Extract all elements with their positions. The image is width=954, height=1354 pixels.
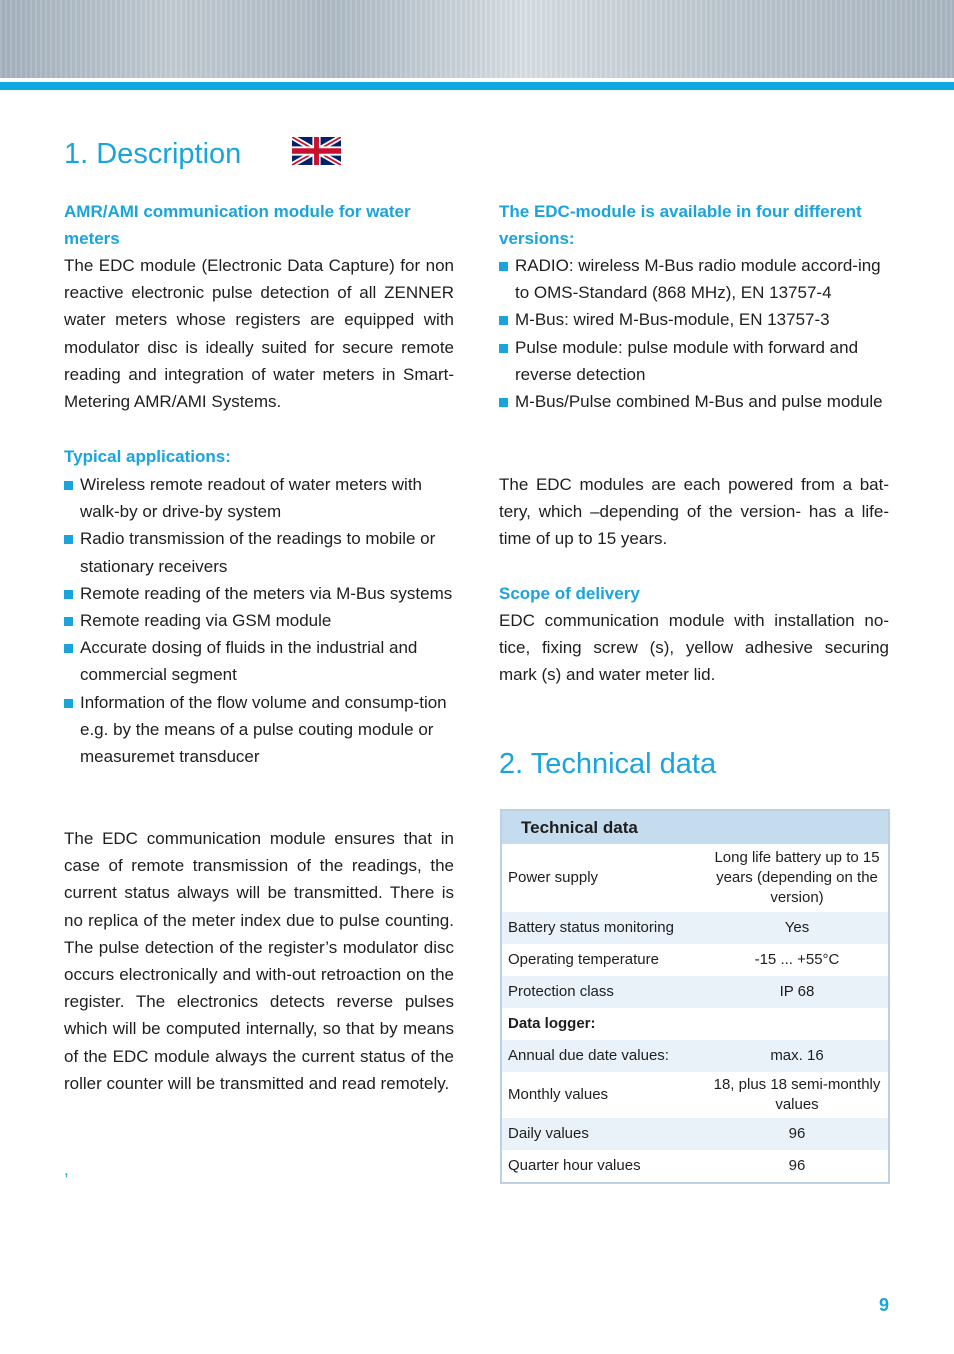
row-label: Monthly values xyxy=(508,1086,609,1103)
row-label: Data logger: xyxy=(508,1015,596,1032)
table-row xyxy=(501,1072,889,1118)
row-value xyxy=(706,1008,889,1040)
row-label: Protection class xyxy=(501,976,706,1008)
row-label: Battery status monitoring xyxy=(501,912,706,944)
versions-list xyxy=(499,252,889,415)
list-item: Wireless remote readout of water meters with walk-by or drive-by system xyxy=(64,471,454,525)
bullet-icon xyxy=(64,481,73,490)
row-value: 96 xyxy=(706,1118,889,1150)
row-label: Daily values xyxy=(501,1118,706,1150)
bullet-icon xyxy=(499,316,508,325)
table-row xyxy=(501,844,889,912)
list-item: RADIO: wireless M-Bus radio module accord-ing to OMS-Standard (868 MHz), EN 13757-4 xyxy=(499,252,889,306)
row-label: Operating temperature xyxy=(508,951,659,968)
applications-heading: Typical applications: xyxy=(64,447,231,466)
technical-data-table xyxy=(500,809,890,1184)
header-banner xyxy=(0,0,954,78)
uk-flag-icon xyxy=(292,137,341,165)
table-row xyxy=(501,976,889,1008)
list-item: M-Bus/Pulse combined M-Bus and pulse module xyxy=(499,388,889,415)
table-row xyxy=(501,1118,889,1150)
bullet-icon xyxy=(499,344,508,353)
row-value: max. 16 xyxy=(706,1040,889,1072)
table-header: Technical data xyxy=(501,810,889,844)
row-value: IP 68 xyxy=(706,976,889,1008)
list-item: Radio transmission of the readings to mobile or stationary receivers xyxy=(64,525,454,579)
row-value: -15 ... +55°C xyxy=(754,951,840,968)
row-value: 18, plus 18 semi-monthly values xyxy=(713,1076,881,1113)
list-item: Remote reading via GSM module xyxy=(64,607,454,634)
bullet-icon xyxy=(64,699,73,708)
header-accent-line xyxy=(0,82,954,90)
list-item: Pulse module: pulse module with forward and reverse detection xyxy=(499,334,889,388)
table-row xyxy=(501,912,889,944)
delivery-paragraph: EDC communication module with installation no-tice, fixing screw (s), yellow adhesive securing mark (s) and water meter lid. xyxy=(499,611,889,685)
row-label: Annual due date values: xyxy=(501,1040,706,1072)
list-item: M-Bus: wired M-Bus-module, EN 13757-3 xyxy=(499,306,889,333)
bullet-icon xyxy=(499,398,508,407)
bullet-icon xyxy=(64,590,73,599)
closing-paragraph: The EDC communication module ensures that in case of remote transmission of the readings, the current status always will be transmitted. There is no replica of the meter index due to pulse counting. The pulse detection of the register’s modulator disc occurs electronically and with-out retroaction on the register. The electronics detects reverse pulses which will be computed internally, so that by means of the EDC module always the current status of the roller counter will be transmitted and read remotely. xyxy=(64,829,454,1093)
table-row xyxy=(501,1150,889,1183)
intro-paragraph: The EDC module (Electronic Data Capture) for non reactive electronic pulse detection of all ZENNER water meters whose registers are equipped with modulator disc is ideally suited for secure remote reading and integration of water meters in Smart- Metering AMR/AMI Systems. xyxy=(64,256,454,412)
applications-list xyxy=(64,471,454,770)
list-item: Accurate dosing of fluids in the industrial and commercial segment xyxy=(64,634,454,688)
bullet-icon xyxy=(64,644,73,653)
section-title-technical-data: 2. Technical data xyxy=(499,748,717,780)
battery-paragraph: The EDC modules are each powered from a bat-tery, which –depending of the version- has a life-time of up to 15 years. xyxy=(499,475,889,549)
page-number: 9 xyxy=(878,1295,889,1315)
list-item: Information of the flow volume and consump-tion e.g. by the means of a pulse couting module or measuremet transducer xyxy=(64,689,454,771)
bullet-icon xyxy=(499,262,508,271)
row-value: Yes xyxy=(706,912,889,944)
stray-mark: , xyxy=(64,1160,69,1179)
row-value: Long life battery up to 15 years (depending on the version) xyxy=(714,849,880,906)
row-label: Quarter hour values xyxy=(508,1157,641,1174)
bullet-icon xyxy=(64,535,73,544)
row-label: Power supply xyxy=(508,869,599,886)
module-heading: AMR/AMI communication module for water meters xyxy=(64,202,411,248)
bullet-icon xyxy=(64,617,73,626)
table-row xyxy=(501,944,889,976)
row-value: 96 xyxy=(788,1157,806,1174)
section-title-description: 1. Description xyxy=(64,138,242,170)
list-item: Remote reading of the meters via M-Bus systems xyxy=(64,580,454,607)
table-header-row xyxy=(501,810,889,844)
delivery-heading: Scope of delivery xyxy=(499,584,640,603)
table-row xyxy=(501,1040,889,1072)
versions-heading: The EDC-module is available in four different versions: xyxy=(499,202,862,248)
table-row xyxy=(501,1008,889,1040)
